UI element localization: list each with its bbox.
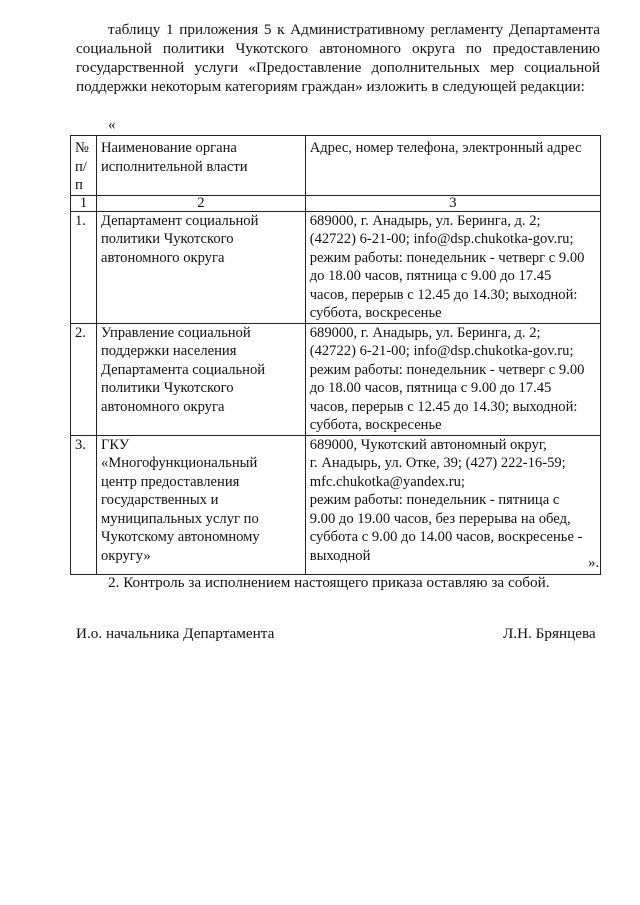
header-number: № п/ п bbox=[71, 136, 97, 196]
authorities-table bbox=[70, 135, 601, 575]
column-numbers-row bbox=[71, 195, 601, 211]
table-header-row bbox=[71, 136, 601, 196]
control-paragraph: 2. Контроль за исполнением настоящего приказа оставляю за собой. bbox=[108, 574, 550, 591]
authority-name: Управление социальной поддержки населения Департамента социальной политики Чукотского автономного округа bbox=[96, 323, 305, 435]
closing-quote: ». bbox=[588, 555, 600, 571]
authority-contacts: 689000, г. Анадырь, ул. Беринга, д. 2; (42722) 6-21-00; info@dsp.chukotka-gov.ru; режим работы: понедельник - четверг с 9.00 до 18.00 часов, пятница с 9.00 до 17.45 часов, перерыв с 12.45 до 14.30; выходной: суббота, воскресенье bbox=[305, 211, 600, 323]
signatory-position: И.о. начальника Департамента bbox=[76, 625, 275, 642]
authority-contacts: 689000, г. Анадырь, ул. Беринга, д. 2; (42722) 6-21-00; info@dsp.chukotka-gov.ru; режим работы: понедельник - четверг с 9.00 до 18.00 часов, пятница с 9.00 до 17.45 часов, перерыв с 12.45 до 14.30; выходной: суббота, воскресенье bbox=[305, 323, 600, 435]
authority-name: ГКУ «Многофункциональный центр предоставления государственных и муниципальных услуг по Чукотскому автономному округу» bbox=[96, 435, 305, 574]
column-number: 2 bbox=[96, 195, 305, 211]
table-row bbox=[71, 323, 601, 435]
intro-paragraph: таблицу 1 приложения 5 к Административному регламенту Департамента социальной политики Чукотского автономного округа по предоставлению государственной услуги «Предоставление дополнительных мер социальной поддержки некоторым категориям граждан» изложить в следующей редакции: bbox=[76, 21, 600, 95]
signatory-name: Л.Н. Брянцева bbox=[503, 625, 596, 642]
header-authority-name: Наименование органа исполнительной власти bbox=[96, 136, 305, 196]
row-number: 1. bbox=[71, 211, 97, 323]
header-contacts: Адрес, номер телефона, электронный адрес bbox=[305, 136, 600, 196]
table-row bbox=[71, 435, 601, 574]
opening-quote: « bbox=[108, 117, 116, 133]
column-number: 3 bbox=[305, 195, 600, 211]
row-number: 3. bbox=[71, 435, 97, 574]
column-number: 1 bbox=[71, 195, 97, 211]
row-number: 2. bbox=[71, 323, 97, 435]
authority-contacts: 689000, Чукотский автономный округ, г. Анадырь, ул. Отке, 39; (427) 222-16-59; mfc.chukotka@yandex.ru; режим работы: понедельник - пятница с 9.00 до 19.00 часов, без перерыва на обед, суббота с 9.00 до 14.00 часов, воскресенье - выходной bbox=[305, 435, 600, 574]
table-row bbox=[71, 211, 601, 323]
authority-name: Департамент социальной политики Чукотского автономного округа bbox=[96, 211, 305, 323]
